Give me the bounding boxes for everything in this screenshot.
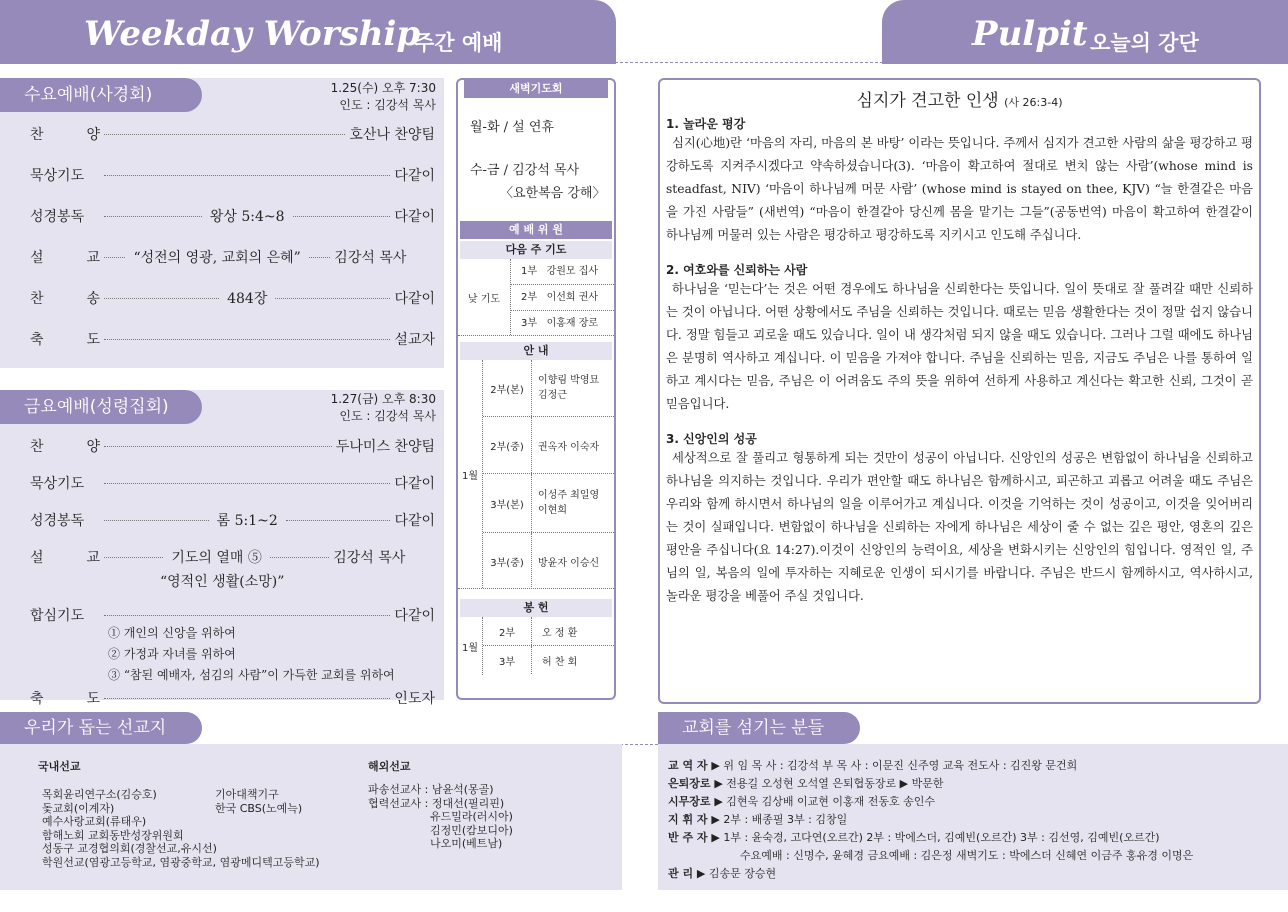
friday-order (30, 436, 435, 718)
wednesday-service-info (280, 80, 436, 114)
staff-tab: 교회를 섬기는 분들 (658, 712, 860, 744)
friday-service-tab: 금요예배(성령집회) (0, 390, 202, 424)
weekday-worship-subtitle: 주간 예배 (414, 31, 503, 55)
guide-row: 3부(중) 방윤자 이승신 (483, 533, 614, 589)
section-text: 세상적으로 잘 풀리고 형통하게 되는 것만이 성공이 아닙니다. 신앙인의 성공은 변함없이 하나님을 신뢰하고 하나님을 의지하는 것입니다. 우리가 편안할 때도 하나님은 함께하시고, 피곤하고 괴롭고 어려울 때도 주님은 우리와 함께 하시면서 하나님의 일을 이루어가고 계십니다. 이것을 기억하는 것이 성공이고, 이것을 잊어버리는 것이 실패입니다. 변함없이 하나님을 신뢰하는 자에게 하나님은 세상이 줄 수 없는 깊은 평안, 영혼의 깊은 평안을 주십니다(요 14:27).이것이 신앙인의 능력이요, 세상을 변화시키는 신앙인의 힘입니다. 영적인 일, 주님의 일, 복음의 일에 투자하는 지혜로운 인생이 되시기를 바랍니다. 주님은 반드시 함께하시고, 역사하시고, 놀라운 평강을 베풀어 주실 것입니다. (666, 451, 1253, 603)
domestic-list: 목회윤리연구소(김승호) 돛교회(이계자) 예수사랑교회(류태우) 함해노회 교회동반성장위원회 성동구 교경협의회(경찰선교,유시선) 학원선교(염광고등학교, 염광중학교, 염광메디텍고등학교) (42, 788, 320, 869)
order-row: 찬 양 호산나 찬양팀 (30, 127, 435, 143)
offering-table: 1월 2부 오 정 환 3부 허 찬 회 (458, 617, 614, 675)
friday-date: 1.27(금) 오후 8:30 (330, 392, 436, 406)
section-heading: 2. 여호와를 신뢰하는 사람 (666, 263, 808, 277)
order-row: 합심기도 다같이 (30, 608, 435, 624)
domestic-list-2: 기아대책기구 한국 CBS(노예늑) (215, 788, 303, 815)
noon-row: 1부 강원모 집사 (511, 259, 614, 285)
committee-title: 예 배 위 원 (460, 221, 612, 239)
order-row: 성경봉독 왕상 5:4~8 다같이 (30, 209, 435, 225)
dawn-line-1: 월-화 / 설 연휴 (470, 120, 554, 135)
sermon-subtitle-row: “영적인 생활(소망)” (160, 574, 285, 590)
guide-row: 2부(본) 이향림 박영묘 김정근 (483, 360, 614, 417)
section-text: 심지(心地)란 ‘마음의 자리, 마음의 본 바탕’ 이라는 뜻입니다. 주께서 심지가 견고한 사람의 삶을 평강하고 평강하도록 지켜주시겠다고 약속하셨습니다(3). ‘마음이 확고하여 절대로 변치 않는 사람’(whose mind is steadfast, NIV) ‘마음이 하나님께 머문 사람’ (whose mind is stayed on thee, KJV) “늘 한결같은 마음을 가진 사람들” (새번역) “마음이 한결같아 당신께 몸을 맡기는 그들”(공동번역) 마음이 확고하여 한결같이 하나님께 머물러 있는 사람은 평강하고 평강하도록 지키시고 인도해 주십니다. (666, 136, 1253, 242)
dawn-line-3: 〈요한복음 강해〉 (500, 186, 606, 201)
order-row: 축 도 인도자 (30, 691, 435, 707)
order-row: 축 도 설교자 (30, 332, 435, 348)
staff-row: 수요예배 : 신명수, 윤혜경 금요예배 : 김은정 새벽기도 : 박에스더 신혜연 이금주 홍유경 이명은 (740, 849, 1194, 862)
offering-row: 2부 오 정 환 (483, 617, 614, 646)
domestic-title: 국내선교 (38, 760, 81, 773)
order-row: 설 교 “성전의 영광, 교회의 은혜” 김강석 목사 (30, 250, 407, 266)
next-prayer-title: 다음 주 기도 (460, 241, 612, 259)
sidebar-box (456, 78, 616, 700)
noon-row: 3부 이홍재 장로 (521, 318, 599, 329)
missions-tab: 우리가 돕는 선교지 (0, 712, 202, 744)
friday-service-info (280, 391, 436, 425)
order-row: 설 교 기도의 열매 ⑤ 김강석 목사 (30, 550, 406, 566)
staff-row: 교 역 자 ▶ 위 임 목 사 : 김강석 부 목 사 : 이문진 신주영 교육 전도사 : 김진왕 문건희 (668, 759, 1078, 772)
staff-row: 관 리 ▶ 김송문 장승현 (668, 867, 777, 880)
overseas-list: 파송선교사 : 남윤석(몽골) 협력선교사 : 정대선(필리핀) 유드밀라(러시아) 김정민(캄보디아) 나오미(베트남) (368, 783, 513, 850)
dawn-prayer-title: 새벽기도회 (464, 80, 608, 98)
offering-row: 3부 허 찬 회 (483, 646, 614, 674)
guide-title: 안 내 (460, 342, 612, 360)
staff-row: 반 주 자 ▶ 1부 : 윤숙경, 고다연(오르간) 2부 : 박에스더, 김예빈(오르간) 3부 : 김선영, 김예빈(오르간) (668, 831, 1160, 844)
wednesday-service-tab: 수요예배(사경회) (0, 78, 202, 112)
sermon-title: 심지가 견고한 인생 (사 26:3-4) (856, 91, 1063, 111)
staff-list (668, 757, 1193, 883)
order-row: 묵상기도 다같이 (30, 168, 435, 184)
guide-row: 2부(중) 권옥자 이숙자 (483, 417, 614, 474)
order-row: 묵상기도 다같이 (30, 476, 435, 492)
noon-row: 2부 이선희 권사 (511, 285, 614, 311)
offering-title: 봉 헌 (460, 599, 612, 617)
guide-row: 3부(본) 이성주 최일영 이현희 (483, 474, 614, 533)
staff-row: 은퇴장로 ▶ 전용길 오성현 오석열 은퇴협동장로 ▶ 박문한 (668, 777, 944, 790)
order-row: 찬 양 두나미스 찬양팀 (30, 439, 435, 455)
order-row: 찬 송 484장 다같이 (30, 291, 436, 307)
wednesday-order (30, 124, 435, 370)
prayer-list: ① 개인의 신앙을 위하여 ② 가정과 자녀를 위하여 ③ “참된 예배자, 섬김의 사람”이 가득한 교회를 위하여 (108, 626, 395, 682)
noon-prayer-table: 낮 기도 1부 강원모 집사 2부 이선희 권사 3부 이홍재 장로 (458, 259, 614, 336)
dawn-line-2: 수-금 / 김강석 목사 (470, 163, 580, 178)
friday-leader: 인도 : 김강석 목사 (339, 409, 436, 423)
section-text: 하나님을 ‘믿는다’는 것은 어떤 경우에도 하나님을 신뢰한다는 뜻입니다. 일이 뜻대로 잘 풀려갈 때만 신뢰하는 것이 아닙니다. 어떤 상황에서도 주님을 신뢰하는 것입니다. 때로는 믿음 생활한다는 것이 정말 쉽지 않습니다. 정말 힘들고 괴로울 때도 있습니다. 일이 내 생각처럼 되지 않을 때도 있습니다. 그러나 그럴 때에도 하나님은 분명히 역사하고 계십니다. 이 믿음을 가져야 합니다. 주님을 신뢰하는 믿음, 지금도 주님은 나를 통하여 일하고 계시다는 믿음, 주님은 이 어려움도 주의 뜻을 위하여 선하게 사용하고 계신다는 확고한 신뢰, 그것이 곧 믿음입니다. (666, 282, 1253, 411)
order-row: 성경봉독 롬 5:1~2 다같이 (30, 513, 436, 529)
guide-table: 1월 2부(본) 이향림 박영묘 김정근 2부(중) 권옥자 이숙자 3부(본) 이성주 최일영 이현희 3부(중) 방윤자 이승신 (458, 360, 614, 589)
divider (0, 62, 1288, 63)
pulpit-subtitle: 오늘의 강단 (1090, 31, 1199, 55)
section-heading: 3. 신앙인의 성공 (666, 432, 757, 446)
overseas-title: 해외선교 (368, 760, 411, 773)
section-heading: 1. 놀라운 평강 (666, 117, 746, 131)
weekday-worship-title: Weekday Worship (84, 14, 421, 54)
pulpit-title: Pulpit (972, 14, 1088, 54)
wednesday-date: 1.25(수) 오후 7:30 (330, 81, 436, 95)
wednesday-leader: 인도 : 김강석 목사 (339, 98, 436, 112)
staff-row: 시무장로 ▶ 김현욱 김상배 이교현 이홍재 전동호 송인수 (668, 795, 936, 808)
staff-row: 지 휘 자 ▶ 2부 : 배종필 3부 : 김창일 (668, 813, 848, 826)
sermon-box (658, 78, 1261, 704)
